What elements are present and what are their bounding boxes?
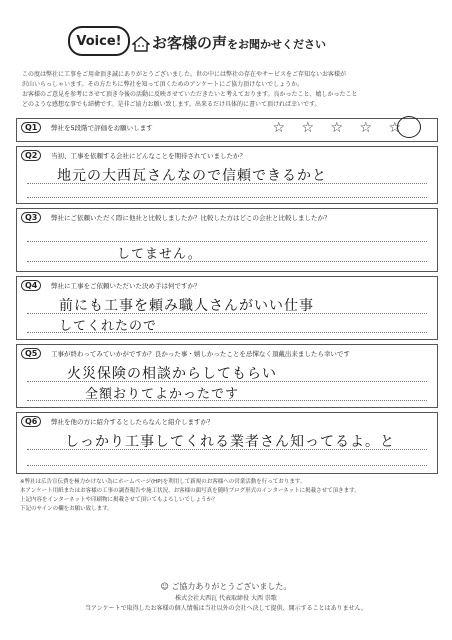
question-1: [16, 118, 438, 142]
handwritten-answer-line-2: してくれたので: [59, 319, 158, 334]
question-6: [16, 412, 438, 474]
question-number: Q5: [21, 348, 41, 359]
house-icon: [132, 36, 150, 52]
rating-circle-mark: [397, 116, 421, 138]
rating-stars: ☆ ☆ ☆ ☆ ☆: [272, 120, 407, 136]
question-number: Q3: [21, 212, 41, 223]
question-3: [16, 208, 438, 272]
header: [60, 12, 400, 60]
smiley-icon: ☺: [160, 582, 169, 591]
question-text: 弊社を5段階で評価をお願いします: [51, 124, 153, 132]
handwritten-answer: 火災保険の相談からしてもらい: [67, 366, 277, 382]
privacy-notes: ※弊社は広告宣伝費を極力かけない為にホームページ(HP)を利用して新規のお客様への営業活動を行っております。 本アンケート用紙またはお客様の工事の調査報告や施工状況、お客様の顔写真を随時ブログ形式のインターネットに掲載させて頂きます。 上記内容をインターネットや印刷物に掲載させて頂いてもよろしいでしょうか？ 下記のサインの欄をお願い致します。: [20, 479, 360, 512]
question-text: 弊社に工事をご依頼いただいた決め手は何ですか？: [51, 282, 201, 290]
privacy-statement: 当アンケートで取得したお客様の個人情報は当社以外の会社へ決して提供、開示することはありません。: [84, 605, 367, 612]
handwritten-answer: しっかり工事してくれる業者さん知ってるよ。と: [65, 434, 395, 450]
thanks-text: ☺ ご協力ありがとうございました。: [160, 582, 292, 591]
question-number: Q1: [21, 122, 41, 133]
question-text: 当初、工事を依頼する会社にどんなことを期待されていましたか？: [51, 152, 246, 160]
question-text: 工事が終わってみていかがですか？良かった事・嬉しかったことを忌憚なく頂戴出来ましたら幸いです: [51, 350, 350, 358]
handwritten-answer: 前にも工事を頼み職人さんがいい仕事: [59, 298, 314, 314]
voice-badge: Voice!: [68, 26, 130, 56]
page-title: お客様の声をお聞かせください: [152, 34, 327, 52]
handwritten-answer-line-2: 全額おりてよかったです: [85, 387, 240, 402]
handwritten-answer: 地元の大西瓦さんなので信頼できるかと: [57, 168, 327, 184]
question-number: Q2: [21, 150, 41, 161]
intro-text: この度は弊社に工事をご用命頂き誠にありがとうございました。世の中には弊社の存在やサービスをご存知ないお客様が 沢山いらっしゃいます。その方たちに弊社を知って頂くためのアンケートにご協力頂けないでしょうか。 お客様のご意見を参考にさせて頂き今後の活動に反映させていただきたいと考えております。良かったこと、嬉しかったこと どのような感想な事でも結構です。是非ご協力お願い致します。出来るだけ具体的に書いて頂ければ幸いです。: [22, 71, 358, 108]
question-number: Q4: [21, 280, 41, 291]
question-4: [16, 276, 438, 340]
company-name: 株式会社大西瓦 代表取締役 大西 崇歌: [175, 595, 277, 602]
question-text: 弊社を他の方に紹介するとしたらなんと紹介しますか？: [51, 418, 214, 426]
handwritten-answer: してません。: [117, 247, 202, 262]
question-number: Q6: [21, 416, 41, 427]
question-text: 弊社にご依頼いただく際に他社と比較しましたか？比較した方はどこの会社と比較しましたか？: [51, 214, 331, 222]
question-2: [16, 146, 438, 204]
footer: [0, 582, 452, 614]
question-5: [16, 344, 438, 408]
